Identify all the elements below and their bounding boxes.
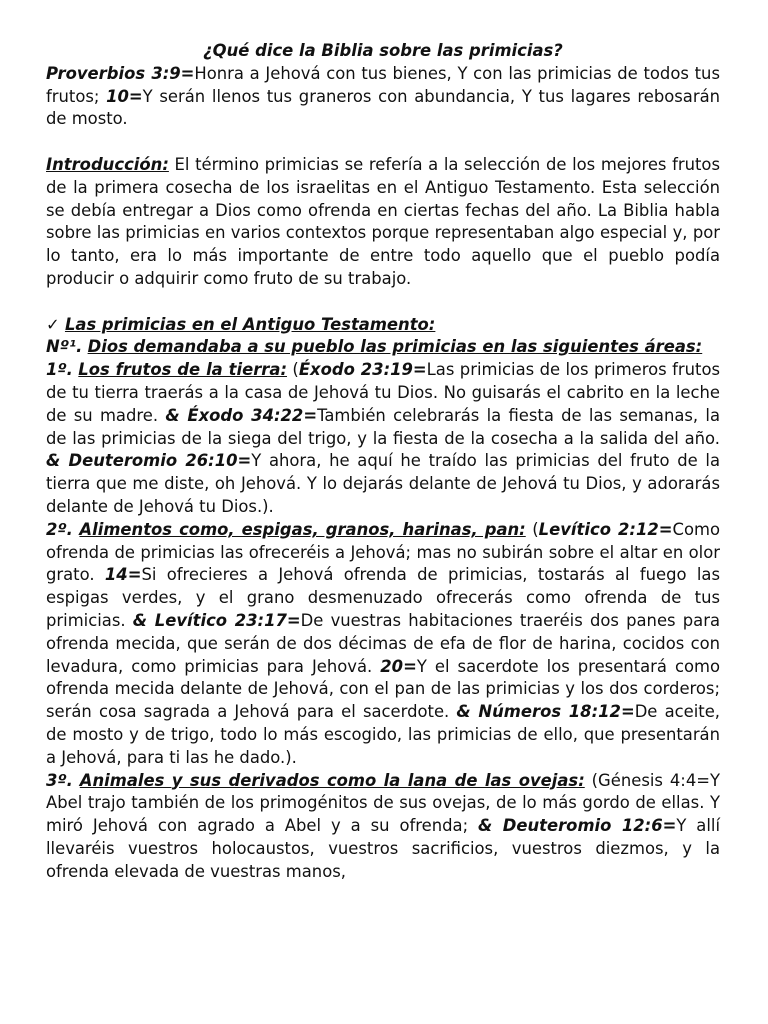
verse-reference: & Levítico 23:17= bbox=[132, 610, 301, 630]
verse-text: Si ofrecieres a Jehová ofrenda de primicias, tostarás al fuego las espigas verdes, y el grano desmenuzado ofrecerás como ofrenda de tus primicias. bbox=[46, 565, 720, 630]
verse-text: Y allí llevaréis vuestros holocaustos, vuestros sacrificios, vuestros diezmos, y la ofrenda elevada de vuestras manos, bbox=[46, 816, 720, 881]
verse-text: Como ofrenda de primicias las ofreceréis a Jehová; mas no subirán sobre el altar en olor grato. bbox=[46, 519, 720, 585]
introduction-text: El término primicias se refería a la selección de los mejores frutos de la primera cosecha de los israelitas en el Antiguo Testamento. Esta selección se debía entregar a Dios como ofrenda en ciertas fechas del año. La Biblia habla sobre las primicias en varios contextos porque representaban algo especial y, por lo tanto, era lo más importante de entre todo aquello que el pueblo podía producir o adquirir como fruto de su trabajo. bbox=[46, 154, 720, 288]
verse-reference: & Éxodo 34:22= bbox=[165, 405, 318, 425]
paren-open: ( bbox=[287, 360, 299, 380]
verse-text: De vuestras habitaciones traeréis dos panes para ofrenda mecida, que serán de dos décimas de efa de flor de harina, cocidos con levadura, como primicias para Jehová. bbox=[46, 610, 720, 676]
point-number: Nº¹. bbox=[46, 337, 83, 357]
document-page bbox=[46, 40, 720, 883]
verse-reference: 10= bbox=[106, 86, 143, 106]
verse-text: Y serán llenos tus graneros con abundancia, Y tus lagares rebosarán de mosto. bbox=[46, 86, 721, 129]
verse-reference: Éxodo 23:19= bbox=[298, 360, 427, 380]
paren-open: ( bbox=[525, 519, 539, 539]
opening-verse bbox=[46, 63, 720, 131]
item-heading: Los frutos de la tierra: bbox=[78, 360, 288, 380]
list-item bbox=[46, 359, 720, 519]
item-heading: Animales y sus derivados como la lana de las ovejas: bbox=[79, 770, 585, 790]
verse-text: De aceite, de mosto y de trigo, todo lo más escogido, las primicias de ello, que presentarán a Jehová, para ti las he dado.). bbox=[46, 702, 720, 767]
paragraph-gap bbox=[46, 131, 720, 154]
list-item bbox=[46, 770, 720, 884]
list-item bbox=[46, 519, 720, 770]
document-title: ¿Qué dice la Biblia sobre las primicias? bbox=[203, 41, 563, 60]
verse-reference: Proverbios 3:9= bbox=[46, 63, 195, 83]
section-heading bbox=[46, 314, 720, 337]
item-heading: Alimentos como, espigas, granos, harinas, pan: bbox=[79, 519, 526, 539]
point-heading bbox=[46, 336, 720, 359]
item-number: 1º. bbox=[46, 360, 73, 380]
verse-reference: Levítico 2:12= bbox=[538, 519, 673, 539]
verse-reference: & Deuteromio 12:6= bbox=[478, 816, 677, 836]
verse-text: También celebrarás la fiesta de las semanas, la de las primicias de la siega del trigo, y la fiesta de la cosecha a la salida del año. bbox=[46, 405, 720, 448]
verse-text: Las primicias de los primeros frutos de tu tierra traerás a la casa de Jehová tu Dios. No guisarás el cabrito en la leche de su madre. bbox=[46, 360, 721, 425]
introduction-label: Introducción: bbox=[46, 154, 169, 174]
item-number: 2º. bbox=[46, 519, 73, 539]
verse-text: Y el sacerdote los presentará como ofrenda mecida delante de Jehová, con el pan de las primicias y los dos corderos; serán cosa sagrada a Jehová para el sacerdote. bbox=[46, 656, 720, 722]
section-heading-text: Las primicias en el Antiguo Testamento: bbox=[64, 314, 436, 334]
paragraph-gap bbox=[46, 291, 720, 314]
introduction-paragraph bbox=[46, 154, 720, 291]
verse-reference: & Números 18:12= bbox=[456, 702, 635, 722]
checkmark-icon: ✓ bbox=[46, 314, 60, 334]
verse-text: Honra a Jehová con tus bienes, Y con las primicias de todos tus frutos; bbox=[46, 63, 720, 106]
verse-text: Y ahora, he aquí he traído las primicias del fruto de la tierra que me diste, oh Jehová. Y lo dejarás delante de Jehová tu Dios, y adorarás delante de Jehová tu Dios.). bbox=[46, 451, 720, 516]
verse-reference: 20= bbox=[380, 656, 417, 676]
point-heading-text: Dios demandaba a su pueblo las primicias en las siguientes áreas: bbox=[87, 337, 703, 357]
verse-text: (Génesis 4:4=Y Abel trajo también de los primogénitos de sus ovejas, de lo más gordo de ellas. Y miró Jehová con agrado a Abel y a su ofrenda; bbox=[46, 770, 720, 836]
item-number: 3º. bbox=[46, 770, 73, 790]
verse-reference: & Deuteromio 26:10= bbox=[46, 451, 252, 471]
verse-reference: 14= bbox=[104, 565, 142, 585]
